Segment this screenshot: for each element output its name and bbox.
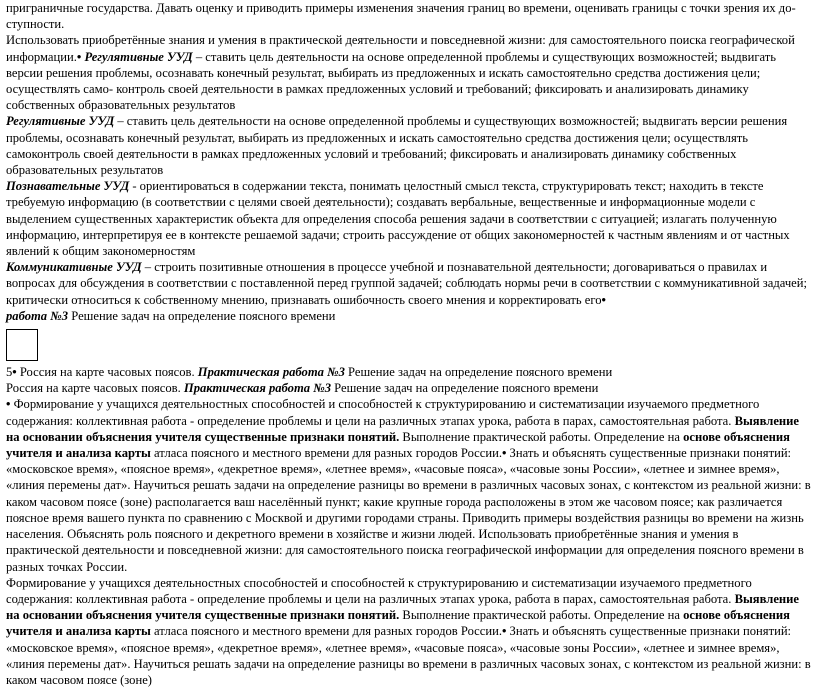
text: Выполнение практической работы. Определение на xyxy=(399,608,684,623)
text: Выполнение практической работы. Определение на xyxy=(399,429,684,444)
bullet: • xyxy=(76,49,82,64)
bullet: • xyxy=(501,446,507,461)
text: приграничные государства. Давать оценку и приводить примеры изменения значения границ во времени, оценивать границы с точки зрения их до- ступности. xyxy=(6,1,796,32)
label-practical-work: Практическая работа №3 xyxy=(183,381,332,396)
text: Россия на карте часовых поясов. xyxy=(16,365,198,380)
paragraph-lesson-topic xyxy=(6,380,812,396)
bold-text: основе объяснения учителя и анализа карты xyxy=(6,429,790,461)
paragraph-borders xyxy=(6,0,812,32)
bullet: • xyxy=(501,624,507,639)
label-regulative: Регулятивные УУД xyxy=(84,49,193,64)
text: Решение задач на определение поясного времени xyxy=(68,308,336,323)
bullet: • xyxy=(6,397,11,412)
paragraph-communicative xyxy=(6,259,812,308)
text: Знать и объяснять существенные признаки понятий: «московское время», «поясное время», «декретное время», «летнее время», «часовые пояса», «часовые зоны России», «летнее и зимнее время», «линия перемены дат». Научиться решать задачи на определение разницы во времени в различных часовых зонах, с контекстом из реальной жизни: в каком часовом поясе (зоне) располагается ваш населённый пункт; какие крупные города расположены в этом же часовом поясе; как различается поясное время вашего пункта по сравнению с Москвой и другими городами страны. Приводить примеры воздействия разницы во времени на жизнь населения. Объяснять роль поясного и декретного времени в хозяйстве и жизни людей. Использовать приобретённые знания и умения в практической деятельности и повседневной жизни: для самостоятельного поиска географической информации для определения поясного времени в разных точках России. xyxy=(6,446,811,574)
label-communicative: Коммуникативные УУД xyxy=(6,260,142,275)
paragraph-formation-2 xyxy=(6,575,812,688)
text: Формирование у учащихся деятельностных способностей и способностей к структурированию и систематизации изучаемого предметного содержания: коллективная работа - определение проблемы и цели на различных этапах урока, работа в парах, самостоятельная работа. xyxy=(6,575,752,606)
label-regulative: Регулятивные УУД xyxy=(6,114,115,129)
text: – ставить цель деятельности на основе определенной проблемы и существующих возможностей; выдвигать версии решения проблемы, осознавать конечный результат, выбирать из предложенных и искать самостоятельно средства достижения цели; осуществлять самоконтроль своей деятельности в рамках предложенных условий и требований; фиксировать и анализировать динамику собственных образовательных результатов xyxy=(6,114,788,178)
paragraph-formation-1 xyxy=(6,396,812,574)
paragraph-regulative-intro xyxy=(6,32,812,113)
text: Россия на карте часовых поясов. xyxy=(6,381,184,396)
label-practical-work: Практическая работа №3 xyxy=(197,365,345,380)
text: Использовать приобретённые знания и умения в практической деятельности и повседневной жизни: для самостоятельного поиска географической информации. xyxy=(6,33,795,64)
bold-text: основе объяснения учителя и анализа карты xyxy=(6,608,790,639)
empty-table-cell xyxy=(6,329,38,361)
text: Формирование у учащихся деятельностных способностей и способностей к структурированию и систематизации изучаемого предметного содержания: коллективная работа - определение проблемы и цели на различных этапах урока, работа в парах, самостоятельная работа. xyxy=(6,397,760,428)
text: – строить позитивные отношения в процессе учебной и познавательной деятельности; договариваться о правилах и вопросах для обсуждения в соответствии с поставленной перед группой задачей; соблюдать нормы речи в соответствии с коммуникативной задачей; критически относиться к собственному мнению, признавать ошибочность своего мнения и корректировать его xyxy=(6,260,808,307)
label-cognitive: Познавательные УУД xyxy=(6,179,130,194)
text: - ориентироваться в содержании текста, понимать целостный смысл текста, структурировать текст; находить в тексте требуемую информацию (в соответствии с целями своей деятельности); создавать вербальные, вещественные и информационные модели с выделением существенных характеристик объекта для определения способа решения задачи в соответствии с ситуацией; излагать полученную информацию, интерпретируя ее в контексте решаемой задачи; строить рассуждение от общих закономерностей к частным явлениям и от частных явлений к общим закономерностям xyxy=(6,179,790,259)
paragraph-work3 xyxy=(6,308,812,324)
paragraph-lesson5 xyxy=(6,364,812,380)
text: атласа поясного и местного времени для разных городов России. xyxy=(150,624,502,639)
label-work: работа №3 xyxy=(6,308,69,323)
text: Решение задач на определение поясного времени xyxy=(344,365,613,380)
bullet: • xyxy=(12,365,17,380)
text: атласа поясного и местного времени для разных городов России. xyxy=(150,446,502,461)
paragraph-regulative xyxy=(6,113,812,178)
bold-text: Выявление на основании объяснения учителя существенные признаки понятий. xyxy=(6,591,800,623)
bold-text: Выявление на основании объяснения учителя существенные признаки понятий. xyxy=(6,413,800,444)
text: Решение задач на определение поясного времени xyxy=(331,381,599,396)
lesson-number: 5 xyxy=(6,365,13,380)
text: Знать и объяснять существенные признаки понятий: «московское время», «поясное время», «декретное время», «летнее время», «часовые пояса», «часовые зоны России», «летнее и зимнее время», «линия перемены дат». Научиться решать задачи на определение разницы во времени в различных часовых зонах, с контекстом из реальной жизни: в каком часовом поясе (зоне) xyxy=(6,624,811,687)
text: – ставить цель деятельности на основе определенной проблемы и существующих возможностей; выдвигать версии решения проблемы, осознавать конечный результат, выбирать из предложенных и искать самостоятельно средства достижения цели; осуществлять само- контроль своей деятельности в рамках предложенных условий и требований; фиксировать и анализировать динамику собственных образовательных результатов xyxy=(6,49,777,113)
paragraph-cognitive xyxy=(6,178,812,259)
bullet: • xyxy=(601,292,606,307)
